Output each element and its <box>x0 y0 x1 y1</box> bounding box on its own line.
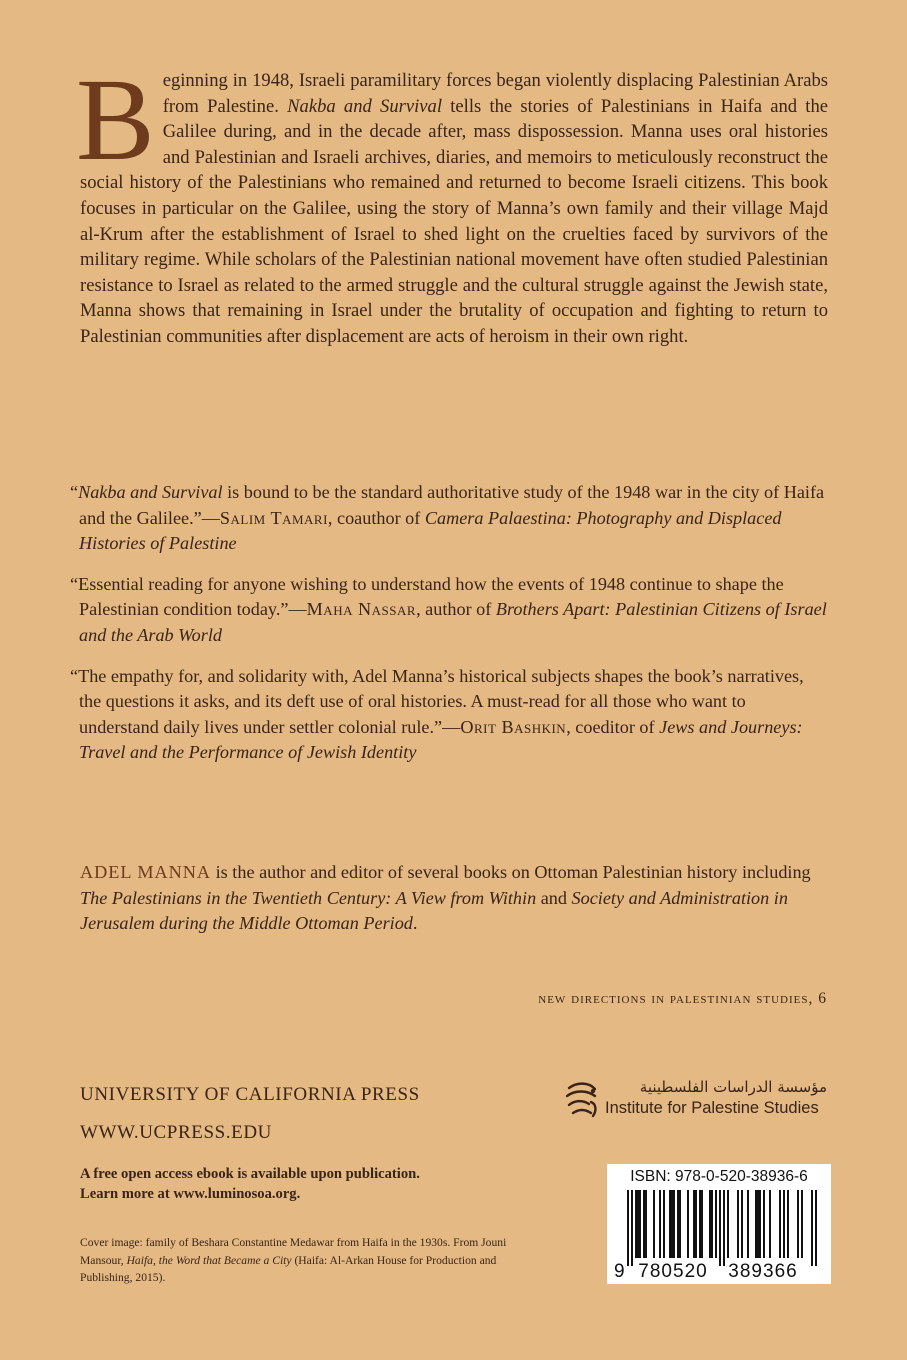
quote-role: , coeditor of <box>566 716 660 737</box>
barcode-bar <box>669 1190 671 1258</box>
credit-text-1: Cover image: family of Beshara Constantine Medawar from Haifa in the 1930s. From Jouni Mansour, <box>80 1236 507 1267</box>
ips-name-english: Institute for Palestine Studies <box>605 1099 819 1117</box>
open-access-line-2[interactable]: Learn more at www.luminosoa.org. <box>80 1186 301 1202</box>
barcode-bar <box>659 1190 661 1258</box>
barcode-bar <box>709 1190 711 1258</box>
quote-text: The empathy for, and solidarity with, Adel Manna’s historical subjects shapes the book’s narratives, the questions it asks, and its deft use of oral histories. A must-read for all those who want to understand daily lives under settler colonial rule.”— <box>78 665 804 737</box>
quote-work: Camera Palaestina: Photography and Displaced Histories of Palestine <box>79 507 782 554</box>
cover-credit <box>80 1234 510 1287</box>
barcode-bar <box>643 1190 645 1258</box>
quote-lead-title: Nakba and Survival <box>78 482 223 502</box>
barcode-bar <box>741 1190 743 1258</box>
barcode-digits-right: 389366 <box>728 1261 798 1282</box>
bio-text-2: and <box>536 887 572 908</box>
barcode-bar <box>755 1190 757 1258</box>
isbn-label: ISBN: 978-0-520-38936-6 <box>630 1168 808 1185</box>
bio-book-2: Society and Administration in Jerusalem during the Middle Ottoman Period <box>80 887 788 934</box>
description-text-1: eginning in 1948, Israeli paramilitary forces began violently displacing Palestinian Arabs from Palestine. <box>162 70 828 117</box>
barcode-bar <box>645 1190 647 1258</box>
barcode-bar <box>797 1190 799 1258</box>
barcode-bar <box>631 1190 633 1266</box>
barcode-bar <box>747 1190 749 1258</box>
description-text-2: tells the stories of Palestinians in Haifa and the Galilee during, and in the decade after, mass dispossession. Manna uses oral histories and Palestinian and Israeli archives, diaries, and memoirs to meticulously reconstruct the social history of the Palestinians who remained and returned to become Israeli citizens. This book focuses in particular on the Galilee, using the story of Manna’s own family and their village Majd al-Krum after the establishment of Israel to shed light on the cruelties faced by survivors of the military regime. While scholars of the Palestinian national movement have often studied Palestinian resistance to Israel as related to the armed struggle and the cultural struggle against the Jewish state, Manna shows that remaining in Israel under the brutality of occupation and fighting to return to Palestinian communities after displacement are acts of heroism in their own right. <box>80 95 829 347</box>
publisher-url[interactable]: WWW.UCPRESS.EDU <box>80 1122 272 1143</box>
barcode-bar <box>769 1190 771 1258</box>
barcode-bar <box>673 1190 675 1258</box>
endorsement-3 <box>70 664 828 766</box>
quote-author: Salim Tamari <box>219 507 328 528</box>
barcode-bar <box>671 1190 673 1258</box>
bio-book-1: The Palestinians in the Twentieth Century: A View from Within <box>80 887 537 908</box>
endorsement-1 <box>70 480 828 557</box>
barcode-bar <box>639 1190 641 1258</box>
barcode-bar <box>701 1190 703 1258</box>
quote-author: Orit Bashkin <box>460 716 567 737</box>
barcode-digit-first: 9 <box>614 1261 625 1282</box>
bio-text-1: is the author and editor of several books on Ottoman Palestinian history including <box>211 862 811 882</box>
book-description <box>76 54 829 350</box>
author-name: ADEL MANNA <box>80 862 212 882</box>
barcode-bar <box>693 1190 695 1258</box>
barcode-bar <box>663 1190 665 1258</box>
barcode-bar <box>695 1190 697 1258</box>
ips-logo-block <box>563 1078 833 1120</box>
quote-mark: “ <box>70 482 79 502</box>
credit-text-2: (Haifa: Al-Arkan House for Production and Publishing, 2015). <box>80 1253 497 1284</box>
description-book-title: Nakba and Survival <box>287 95 442 117</box>
barcode-bar <box>635 1190 637 1258</box>
endorsement-2 <box>70 572 828 649</box>
barcode-bar <box>801 1190 803 1258</box>
barcode-bar <box>637 1190 639 1258</box>
barcode-bar <box>711 1190 713 1258</box>
barcode-bar <box>811 1190 813 1266</box>
publisher-name: UNIVERSITY OF CALIFORNIA PRESS <box>80 1084 420 1105</box>
barcode-bar <box>627 1190 629 1266</box>
barcode-bar <box>677 1190 679 1258</box>
barcode-bar <box>715 1190 717 1258</box>
drop-cap-letter: B <box>76 54 155 185</box>
barcode-bar <box>783 1190 785 1258</box>
quote-author: Maha Nassar <box>306 599 417 620</box>
barcode-bar <box>779 1190 781 1258</box>
isbn-barcode <box>607 1164 831 1284</box>
quote-work: Jews and Journeys: Travel and the Performance of Jewish Identity <box>79 716 803 763</box>
quote-mark: “ <box>70 665 79 686</box>
barcode-bar <box>727 1190 729 1258</box>
open-access-line-1: A free open access ebook is available upon publication. <box>80 1166 420 1182</box>
barcode-bar <box>679 1190 681 1258</box>
quote-role: , author of <box>416 599 496 620</box>
barcode-bar <box>723 1190 725 1266</box>
barcode-bar <box>815 1190 817 1266</box>
quote-mark: “ <box>70 573 79 594</box>
barcode-bar <box>687 1190 689 1258</box>
barcode-bar <box>757 1190 759 1258</box>
quote-text: Essential reading for anyone wishing to understand how the events of 1948 continue to shape the Palestinian condition today.”— <box>78 573 784 620</box>
barcode-bar <box>653 1190 655 1258</box>
barcode-bar <box>787 1190 789 1258</box>
horse-logo-icon <box>563 1080 601 1120</box>
quote-text: is bound to be the standard authoritative study of the 1948 war in the city of Haifa and the Galilee.”— <box>79 482 825 528</box>
barcode-digits-left: 780520 <box>638 1261 708 1282</box>
open-access-note <box>80 1164 420 1204</box>
barcode-bar <box>759 1190 761 1258</box>
quote-work: Brothers Apart: Palestinian Citizens of Israel and the Arab World <box>79 599 827 645</box>
author-bio <box>80 860 828 937</box>
series-title: new directions in palestinian studies, 6 <box>538 990 827 1007</box>
quote-role: , coauthor of <box>327 507 425 528</box>
ips-name-arabic: مؤسسة الدراسات الفلسطينية <box>639 1078 827 1096</box>
barcode-bar <box>763 1190 765 1258</box>
credit-work: Haifa, the Word that Became a City <box>126 1253 292 1267</box>
bio-text-3: . <box>412 913 418 934</box>
publisher-block <box>80 1076 420 1152</box>
endorsements <box>70 480 828 781</box>
barcode-bar <box>737 1190 739 1258</box>
barcode-bar <box>719 1190 721 1266</box>
barcode-bar <box>699 1190 701 1258</box>
